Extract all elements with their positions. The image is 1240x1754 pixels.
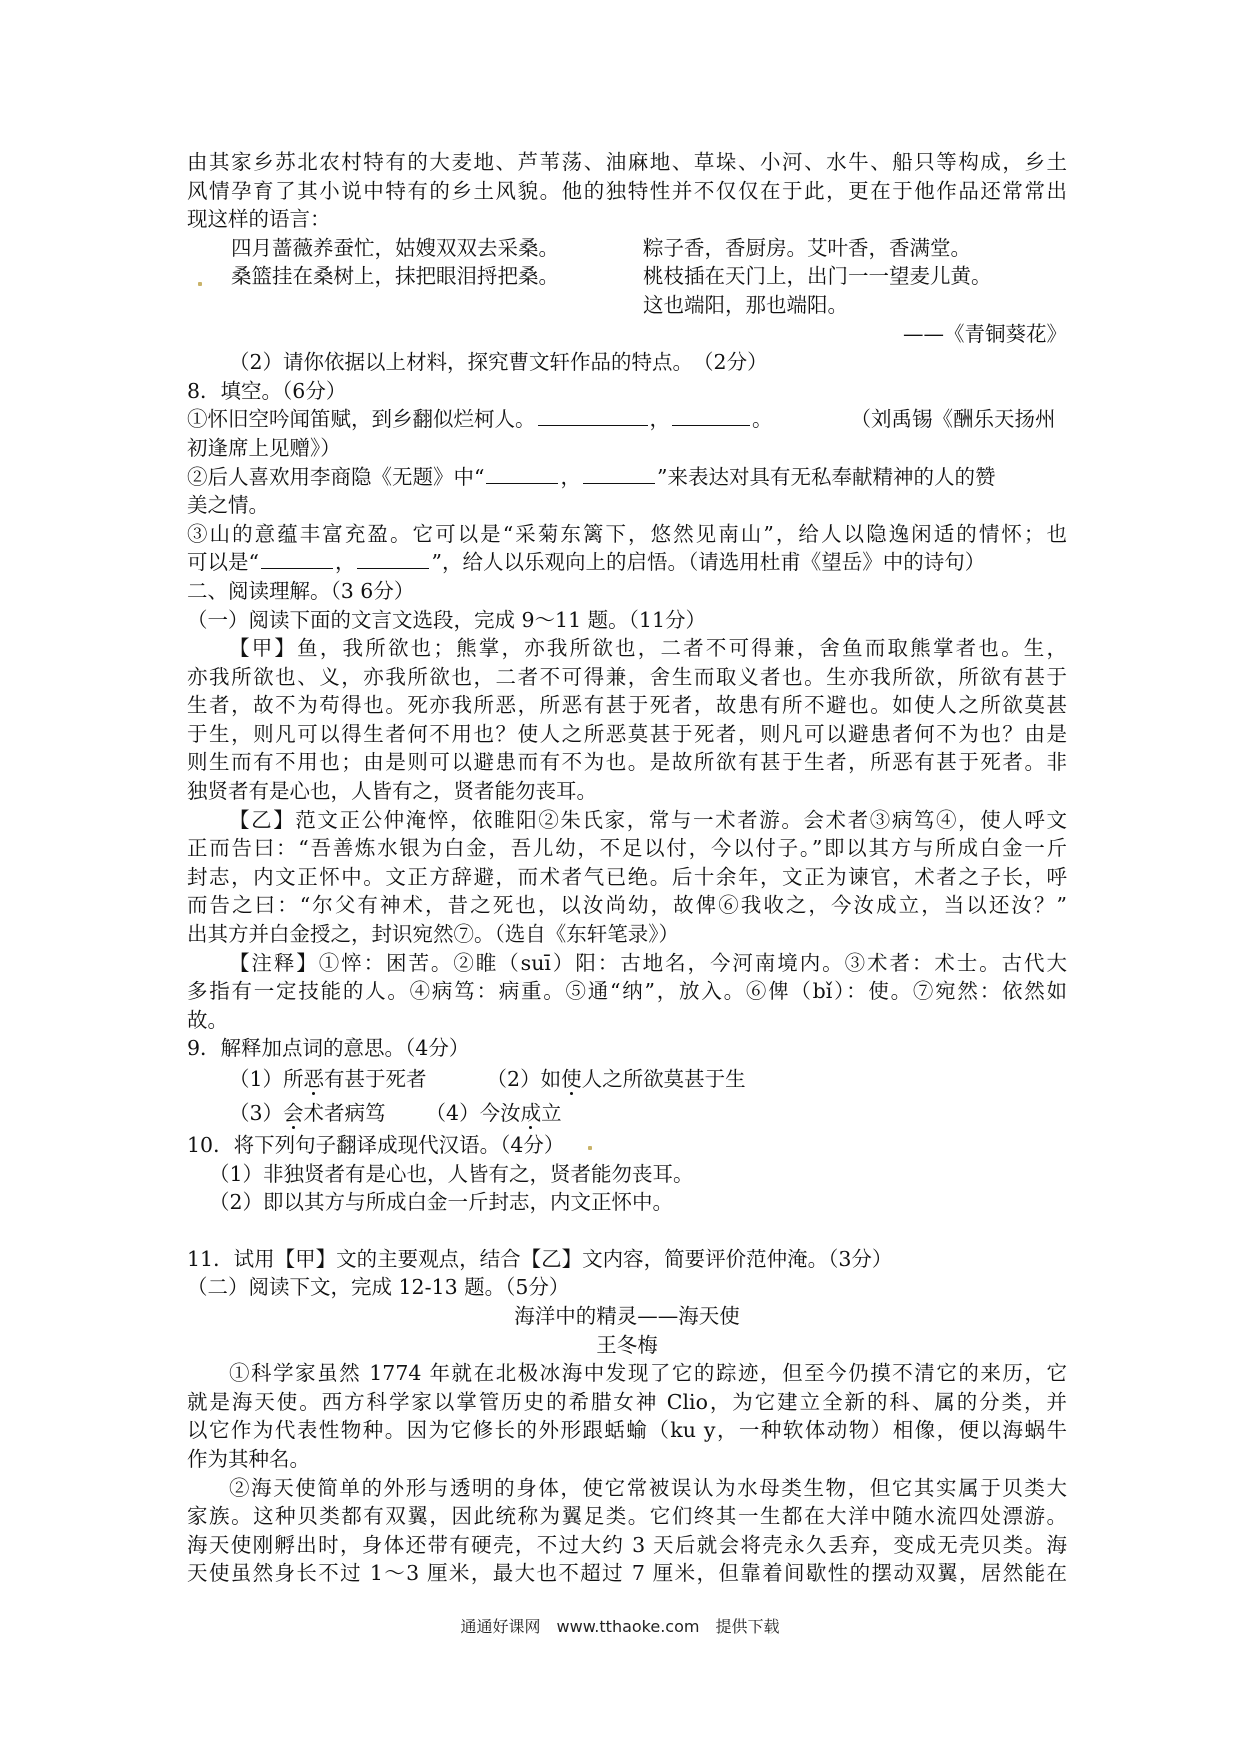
- notes-line: 多指有一定技能的人。④病笃：病重。⑤通“纳”，放入。⑥俾（bǐ）：使。⑦宛然：依然如: [187, 979, 1067, 1004]
- article-line: ①科学家虽然 1774 年就在北极冰海中发现了它的踪迹，但至今仍摸不清它的来历，它: [229, 1361, 1067, 1386]
- passage-jia-line: 生者，故不为苟得也。死亦我所恶，所恶有甚于死者，故患有所不避也。如使人之所欲莫甚: [187, 693, 1067, 718]
- question-9-row: （3）会术者病笃 （4）今汝成立: [229, 1101, 562, 1125]
- poem-line: 桑篮挂在桑树上，抹把眼泪捋把桑。: [231, 264, 559, 289]
- part-heading: （二）阅读下文，完成 12-13 题。（5分）: [187, 1275, 570, 1300]
- passage-yi-line: 出其方并白金授之，封识宛然⑦。（选自《东轩笔录》）: [187, 922, 679, 947]
- poem-line: 桃枝插在天门上，出门一一望麦儿黄。: [643, 264, 992, 289]
- intro-line: 风情孕育了其小说中特有的乡土风貌。他的独特性并不仅仅在于此，更在于他作品还常常出: [187, 178, 1067, 203]
- question-8-item-2-cont: 美之情。: [187, 493, 269, 518]
- article-title: 海洋中的精灵——海天使: [514, 1303, 740, 1328]
- question-8-item-1-source: 初逢席上见赠》）: [187, 435, 341, 460]
- question-8-title: 8．填空。（6分）: [187, 378, 347, 403]
- dotted-word: 会: [283, 1101, 304, 1125]
- poem-right: [643, 234, 992, 320]
- poem-block: [187, 234, 1067, 320]
- poem-line: 粽子香，香厨房。艾叶香，香满堂。: [643, 235, 971, 260]
- passage-yi-line: 而告之曰：“尔父有神术，昔之死也，以汝尚幼，故俾⑥我收之，今汝成立，当以还汝？”: [187, 893, 1067, 918]
- article-line: 作为其种名。: [187, 1446, 310, 1471]
- question-8-item-3-cont: 可以是“ ， ”，给人以乐观向上的启悟。（请选用杜甫《望岳》中的诗句）: [187, 550, 986, 575]
- question-8-item-1: ①怀旧空吟闻笛赋，到乡翻似烂柯人。 ， 。 （刘禹锡《酬乐天扬州: [187, 407, 1056, 432]
- part-heading: （一）阅读下面的文言文选段，完成 9～11 题。（11分）: [187, 607, 706, 632]
- article-line: 家族。这种贝类都有双翼，因此统称为翼足类。它们终其一生都在大洋中随水流四处漂游。: [187, 1504, 1067, 1529]
- poem-line: 四月蔷薇养蚕忙，姑嫂双双去采桑。: [231, 235, 559, 260]
- question-8-item-3: ③山的意蕴丰富充盈。它可以是“采菊东篱下，悠然见南山”，给人以隐逸闲适的情怀；也: [187, 521, 1067, 546]
- article-line: 天使虽然身长不过 1～3 厘米，最大也不超过 7 厘米，但靠着间歇性的摆动双翼，居然能在: [187, 1561, 1067, 1586]
- question-10-title: 10．将下列句子翻译成现代汉语。（4分）: [187, 1133, 565, 1157]
- passage-jia-line: 独贤者有是心也，人皆有之，贤者能勿丧耳。: [187, 779, 597, 804]
- article-author: 王冬梅: [596, 1332, 658, 1357]
- passage-yi-line: 封志，内文正怀中。文正方辞避，而术者气已绝。后十余年，文正为谏官，术者之子长，呼: [187, 864, 1067, 889]
- passage-yi-line: 【乙】范文正公仲淹悴，依睢阳②朱氏家，常与一术者游。会术者③病笃④，使人呼文: [229, 807, 1067, 832]
- intro-line: 由其家乡苏北农村特有的大麦地、芦苇荡、油麻地、草垛、小河、水牛、船只等构成，乡土: [187, 150, 1067, 174]
- answer-blank[interactable]: [357, 548, 429, 569]
- answer-blank[interactable]: [538, 405, 648, 426]
- question-7-2: （2）请你依据以上材料，探究曹文轩作品的特点。 （2分）: [229, 350, 768, 375]
- question-10-item: （2）即以其方与所成白金一斤封志，内文正怀中。: [209, 1190, 674, 1215]
- article-line: 海天使刚孵出时，身体还带有硬壳，不过大约 3 天后就会将壳永久丢弃，变成无壳贝类。海: [187, 1532, 1067, 1557]
- dotted-word: 恶: [303, 1067, 325, 1091]
- section-heading: 二、阅读理解。（3 6分）: [187, 578, 415, 603]
- answer-blank[interactable]: [583, 463, 655, 484]
- passage-jia-line: 于生，则凡可以得生者何不用也？使人之所恶莫甚于死者，则凡可以避患者何不为也？由是: [187, 721, 1067, 746]
- answer-blank[interactable]: [261, 548, 333, 569]
- passage-jia-line: 【甲】鱼，我所欲也；熊掌，亦我所欲也，二者不可得兼，舍鱼而取熊掌者也。生，: [229, 636, 1067, 661]
- question-8-item-2: ②后人喜欢用李商隐《无题》中“ ， ”来表达对具有无私奉献精神的人的赞: [187, 464, 996, 489]
- question-9-row: （1）所恶有甚于死者 （2）如使人之所欲莫甚于生: [229, 1067, 746, 1091]
- dotted-word: 成: [520, 1101, 542, 1125]
- dotted-word: 使: [561, 1067, 582, 1091]
- question-9-title: 9．解释加点词的意思。（4分）: [187, 1036, 470, 1061]
- passage-jia-line: 则生而有不用也；由是则可以避患而有不为也。是故所欲有甚于生者，所恶有甚于死者。非: [187, 750, 1067, 775]
- passage-jia-line: 亦我所欲也、义，亦我所欲也，二者不可得兼，舍生而取义者也。生亦我所欲，所欲有甚于: [187, 664, 1067, 689]
- poem-left: [187, 234, 643, 320]
- poem-source: ——《青铜葵花》: [903, 321, 1067, 346]
- page-footer: 通通好课网 www.tthaoke.com 提供下载: [460, 1617, 780, 1636]
- answer-blank[interactable]: [672, 405, 750, 426]
- passage-yi-line: 正而告曰：“吾善炼水银为白金，吾儿幼，不足以付，今以付子。”即以其方与所成白金一斤: [187, 836, 1067, 861]
- intro-line: 现这样的语言：: [187, 207, 331, 232]
- article-line: 以它作为代表性物种。因为它修长的外形跟蛞蝓（ku y，一种软体动物）相像，便以海蜗牛: [187, 1418, 1067, 1443]
- question-11: 11．试用【甲】文的主要观点，结合【乙】文内容，简要评价范仲淹。（3分）: [187, 1246, 893, 1271]
- question-10-item: （1）非独贤者有是心也，人皆有之，贤者能勿丧耳。: [209, 1161, 694, 1186]
- article-line: ②海天使简单的外形与透明的身体，使它常被误认为水母类生物，但它其实属于贝类大: [229, 1475, 1067, 1500]
- answer-blank[interactable]: [486, 463, 558, 484]
- notes-line: 【注释】①悴：困苦。②睢（suī）阳：古地名，今河南境内。③术者：术士。古代大: [229, 950, 1067, 975]
- notes-line: 故。: [187, 1007, 228, 1032]
- document-page: [187, 148, 1067, 1588]
- article-line: 就是海天使。西方科学家以掌管历史的希腊女神 Clio，为它建立全新的科、属的分类，并: [187, 1389, 1067, 1414]
- poem-line: 这也端阳，那也端阳。: [643, 292, 848, 317]
